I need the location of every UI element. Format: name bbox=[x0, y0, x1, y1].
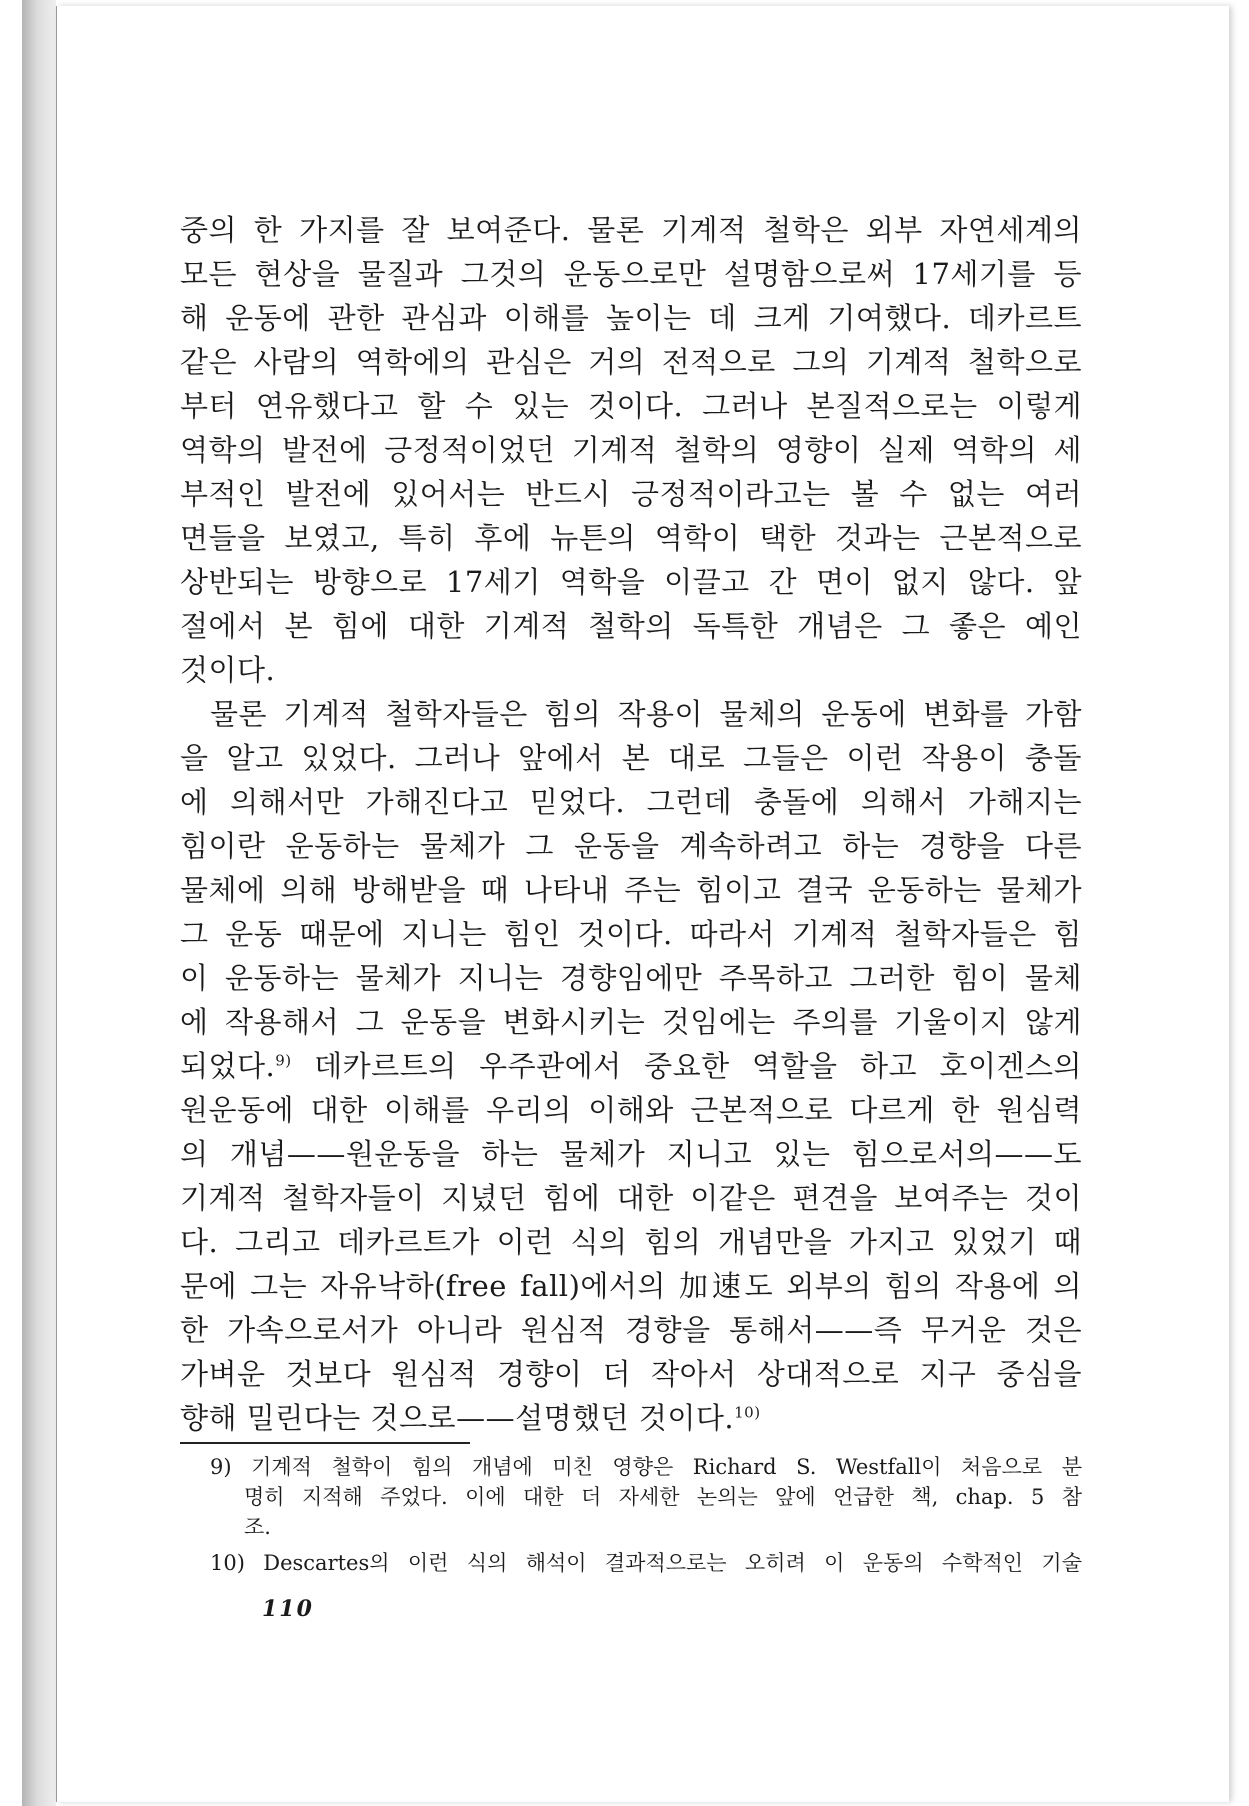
body-text bbox=[180, 208, 1082, 1440]
text-segment: 향해 밀린다는 것으로——설명했던 것이다. bbox=[180, 1401, 735, 1435]
footnote-ref-10: 10) bbox=[734, 1403, 761, 1422]
text-line: 문에 그는 자유낙하(free fall)에서의 加速도 외부의 힘의 작용에 의 bbox=[180, 1269, 1082, 1303]
text-line: 힘이란 운동하는 물체가 그 운동을 계속하려고 하는 경향을 다른 bbox=[180, 829, 1082, 863]
text-line: 상반되는 방향으로 17세기 역학을 이끌고 간 면이 없지 않다. 앞 bbox=[180, 565, 1082, 599]
text-line: 해 운동에 관한 관심과 이해를 높이는 데 크게 기여했다. 데카르트 bbox=[180, 301, 1082, 335]
footnote-ref-9: 9) bbox=[275, 1051, 292, 1070]
footnote-9-line: 명히 지적해 주었다. 이에 대한 더 자세한 논의는 앞에 언급한 책, chap. 5 참 bbox=[244, 1485, 1082, 1509]
text-line: 물체에 의해 방해받을 때 나타내 주는 힘이고 결국 운동하는 물체가 bbox=[180, 873, 1082, 907]
text-line: 것이다. bbox=[180, 653, 276, 687]
text-segment: 데카르트의 우주관에서 중요한 역할을 하고 호이겐스의 bbox=[314, 1049, 1082, 1083]
footnote-10-line: 10) Descartes의 이런 식의 해석이 결과적으로는 오히려 이 운동의 수학적인 기술 bbox=[210, 1551, 1082, 1575]
footnote-9-line: 9) 기계적 철학이 힘의 개념에 미친 영향은 Richard S. Westfall이 처음으로 분 bbox=[210, 1455, 1082, 1479]
text-line-with-ref bbox=[180, 1396, 1082, 1440]
text-line: 부적인 발전에 있어서는 반드시 긍정적이라고는 볼 수 없는 여러 bbox=[180, 477, 1082, 511]
text-line: 원운동에 대한 이해를 우리의 이해와 근본적으로 다르게 한 원심력 bbox=[180, 1093, 1082, 1127]
text-line: 기계적 철학자들이 지녔던 힘에 대한 이같은 편견을 보여주는 것이 bbox=[180, 1181, 1082, 1215]
footnote-9-line: 조. bbox=[244, 1515, 271, 1539]
book-page-edge bbox=[22, 0, 56, 1806]
text-line: 모든 현상을 물질과 그것의 운동으로만 설명함으로써 17세기를 등 bbox=[180, 257, 1082, 291]
text-line: 을 알고 있었다. 그러나 앞에서 본 대로 그들은 이런 작용이 충돌 bbox=[180, 741, 1082, 775]
text-line: 한 가속으로서가 아니라 원심적 경향을 통해서——즉 무거운 것은 bbox=[180, 1313, 1082, 1347]
text-line: 물론 기계적 철학자들은 힘의 작용이 물체의 운동에 변화를 가함 bbox=[210, 697, 1082, 731]
footnotes bbox=[210, 1452, 1082, 1578]
footnote-divider bbox=[180, 1442, 470, 1444]
text-line: 절에서 본 힘에 대한 기계적 철학의 독특한 개념은 그 좋은 예인 bbox=[180, 609, 1082, 643]
text-line: 역학의 발전에 긍정적이었던 기계적 철학의 영향이 실제 역학의 세 bbox=[180, 433, 1082, 467]
text-line: 가벼운 것보다 원심적 경향이 더 작아서 상대적으로 지구 중심을 bbox=[180, 1357, 1082, 1391]
text-line: 부터 연유했다고 할 수 있는 것이다. 그러나 본질적으로는 이렇게 bbox=[180, 389, 1082, 423]
text-line: 에 의해서만 가해진다고 믿었다. 그런데 충돌에 의해서 가해지는 bbox=[180, 785, 1082, 819]
text-line: 그 운동 때문에 지니는 힘인 것이다. 따라서 기계적 철학자들은 힘 bbox=[180, 917, 1082, 951]
text-line: 면들을 보였고, 특히 후에 뉴튼의 역학이 택한 것과는 근본적으로 bbox=[180, 521, 1082, 555]
text-line: 에 작용해서 그 운동을 변화시키는 것임에는 주의를 기울이지 않게 bbox=[180, 1005, 1082, 1039]
text-line-with-ref bbox=[180, 1044, 1082, 1088]
text-line: 의 개념——원운동을 하는 물체가 지니고 있는 힘으로서의——도 bbox=[180, 1137, 1082, 1171]
text-line: 중의 한 가지를 잘 보여준다. 물론 기계적 철학은 외부 자연세계의 bbox=[180, 213, 1082, 247]
text-line: 이 운동하는 물체가 지니는 경향임에만 주목하고 그러한 힘이 물체 bbox=[180, 961, 1082, 995]
text-line: 다. 그리고 데카르트가 이런 식의 힘의 개념만을 가지고 있었기 때 bbox=[180, 1225, 1082, 1259]
page-number: 110 bbox=[262, 1596, 314, 1622]
text-segment: 되었다. bbox=[180, 1049, 276, 1083]
text-line: 같은 사람의 역학에의 관심은 거의 전적으로 그의 기계적 철학으로 bbox=[180, 345, 1082, 379]
